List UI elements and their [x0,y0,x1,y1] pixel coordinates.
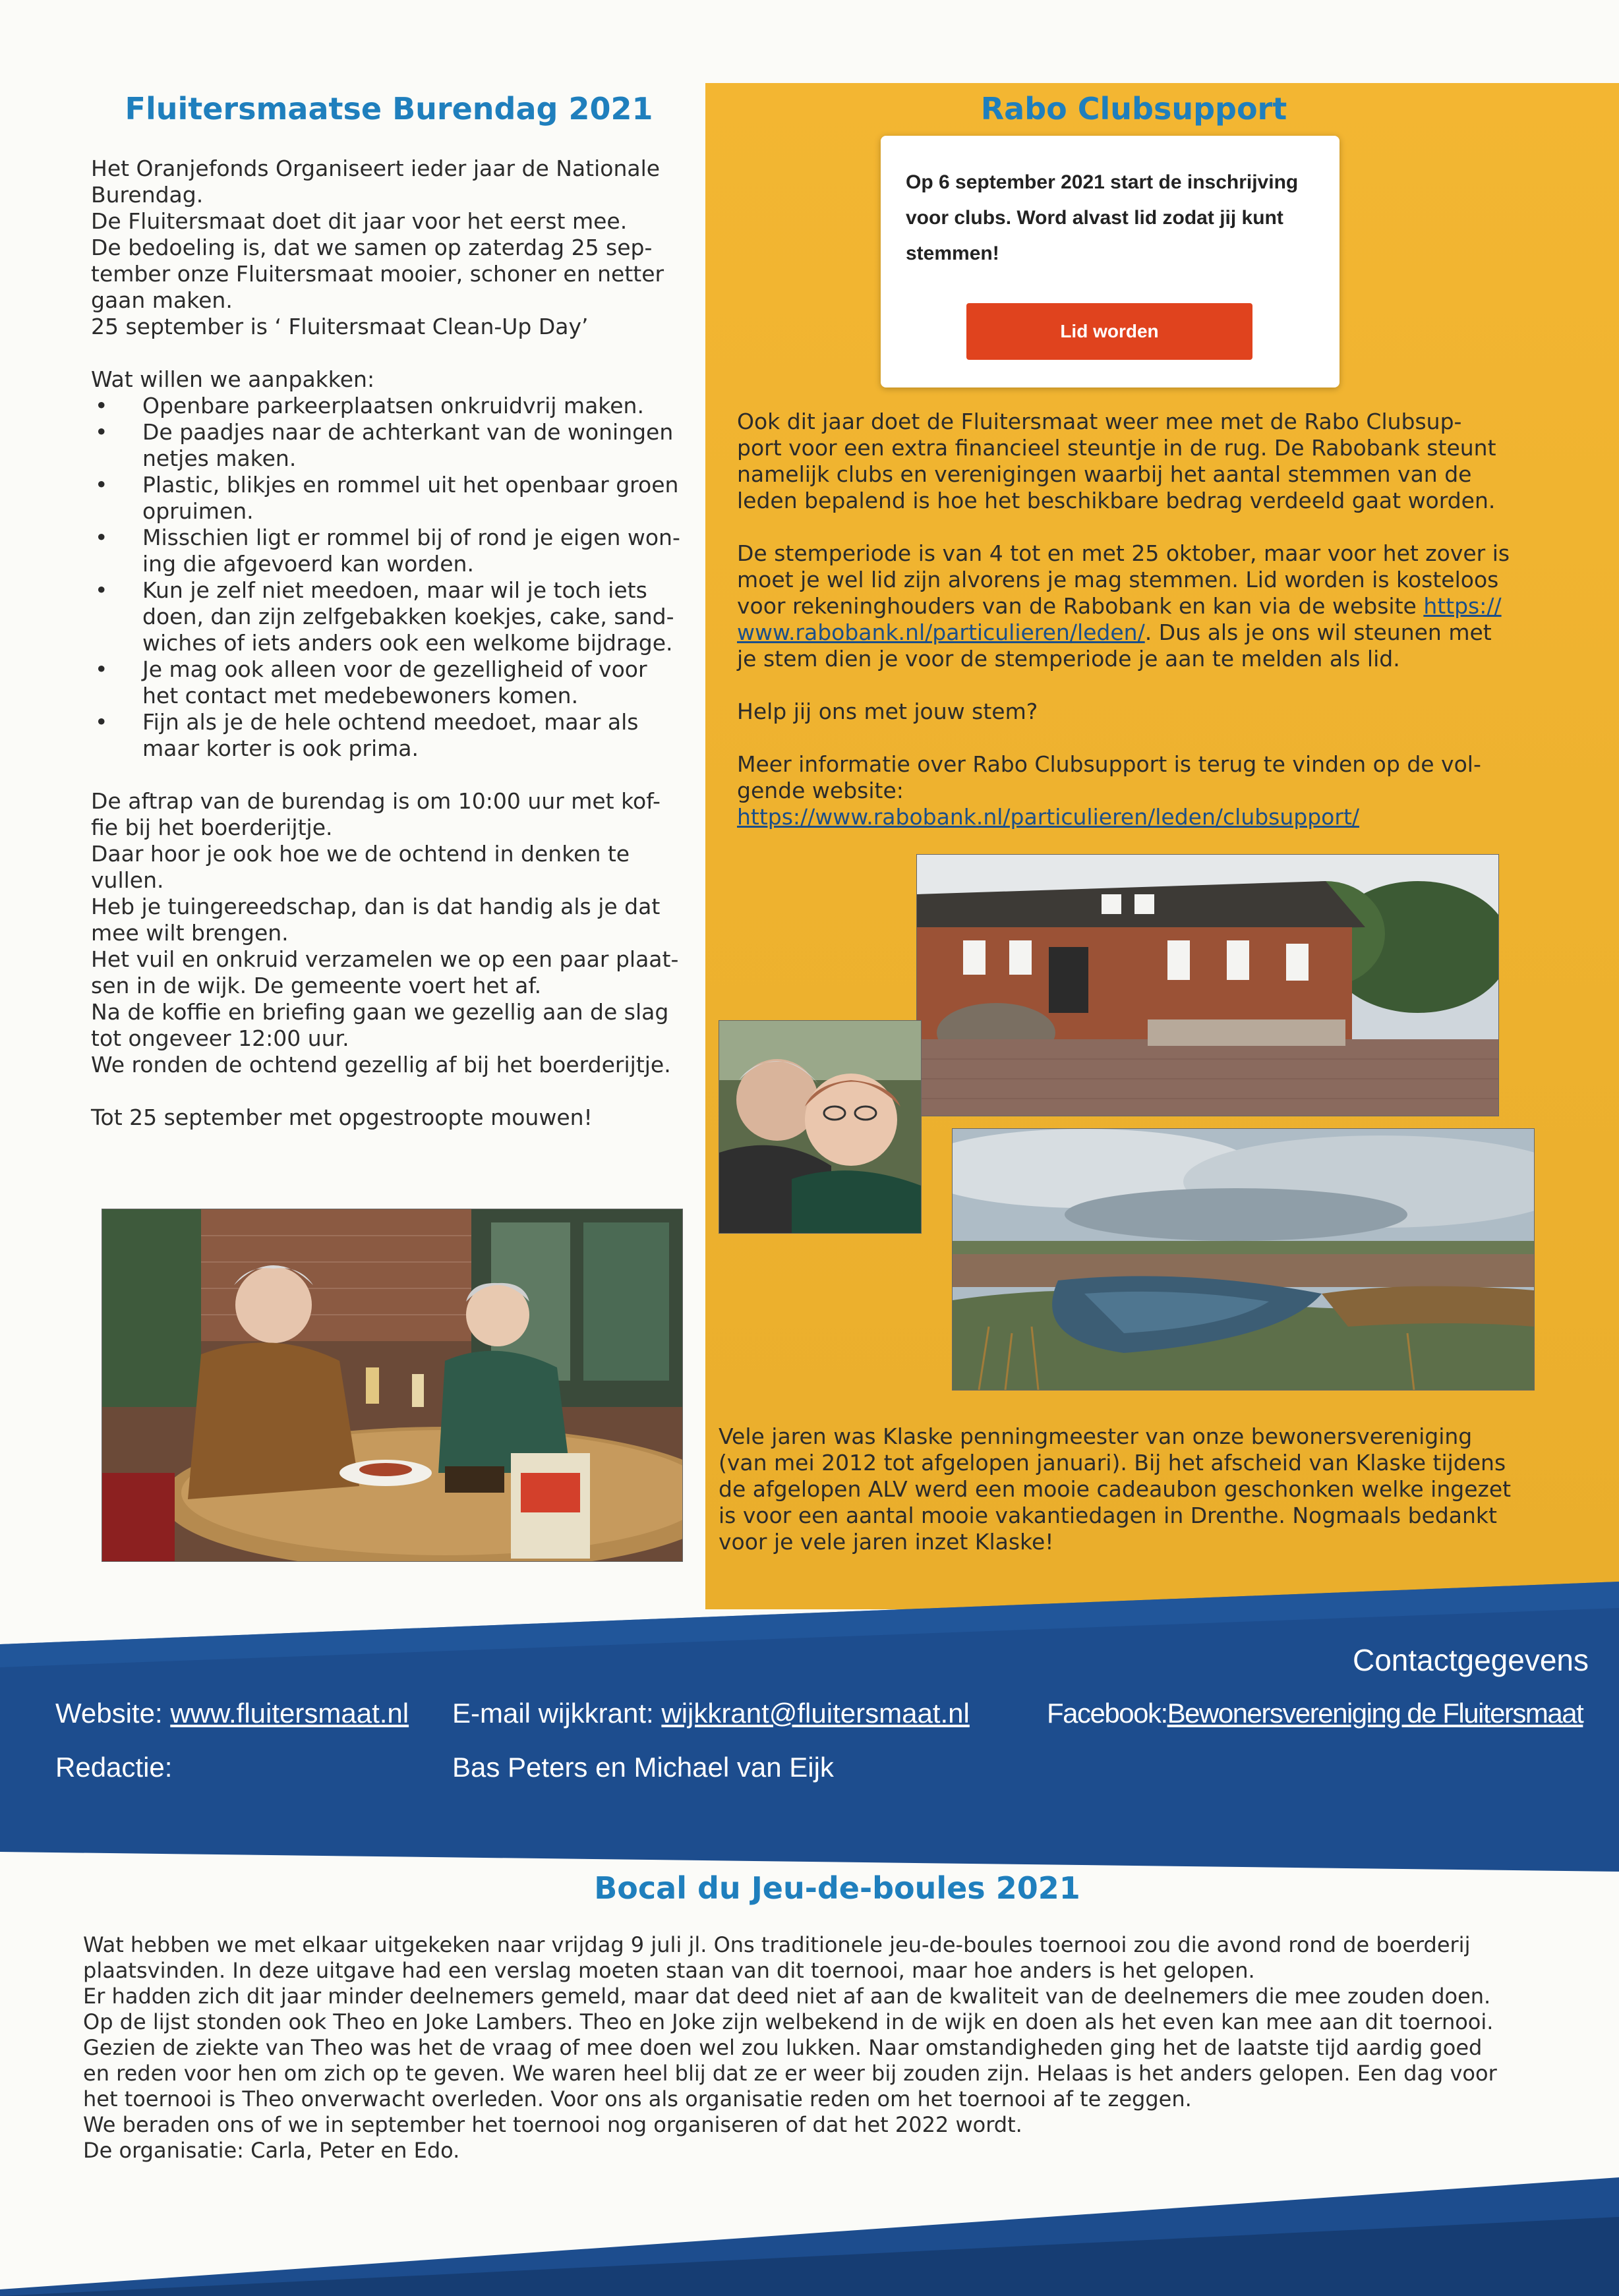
text-line: sen in de wijk. De gemeente voert het af. [91,973,542,998]
text-line: De stemperiode is van 4 tot en met 25 oktober, maar voor het zover is [737,540,1510,566]
text-line: de afgelopen ALV werd een mooie cadeaubon geschonken welke ingezet [719,1476,1512,1502]
terrace-photo-image [102,1209,682,1561]
rabo-title: Rabo Clubsupport [980,91,1287,127]
rabo-card-text: Op 6 september 2021 start de inschrijving voor clubs. Word alvast lid zodat jij kunt stemmen! [906,171,1299,264]
text-line: moet je wel lid zijn alvorens je mag stemmen. Lid worden is kosteloos [737,567,1499,592]
text-line: We ronden de ochtend gezellig af bij het boerderijtje. [91,1052,671,1077]
redactie-value: Bas Peters en Michael van Eijk [452,1752,834,1783]
text-line: Het vuil en onkruid verzamelen we op een paar plaat- [91,946,679,972]
farmhouse-photo [916,854,1499,1116]
text-line: Meer informatie over Rabo Clubsupport is terug te vinden op de vol- [737,751,1481,777]
heath-landscape-image [953,1129,1534,1390]
list-item: • Je mag ook alleen voor de gezelligheid of voor het contact met medebewoners komen. [142,656,704,709]
rabo-body [737,409,1594,830]
list-item: • Fijn als je de hele ochtend meedoet, maar als maar korter is ook prima. [142,709,704,762]
text-line: De organisatie: Carla, Peter en Edo. [83,2138,460,2163]
text-line: leden bepalend is hoe het beschikbare bedrag verdeeld gaat worden. [737,488,1496,513]
boules-title: Bocal du Jeu-de-boules 2021 [594,1870,1080,1906]
text-line: De aftrap van de burendag is om 10:00 uur met kof- [91,788,661,814]
text-line: fie bij het boerderijtje. [91,815,333,840]
bottom-swoosh [0,2177,1619,2296]
burendag-intro [91,156,704,340]
text-line: voor je vele jaren inzet Klaske! [719,1529,1054,1555]
email-label: E-mail wijkkrant: [452,1698,654,1729]
klaske-text [719,1423,1602,1555]
contact-heading: Contactgegevens [1352,1643,1589,1677]
text-line: Er hadden zich dit jaar minder deelnemers gemeld, maar dat deed niet af aan de kwaliteit van de deelnemers die mee zouden doen. [83,1984,1491,2009]
website-link[interactable]: www.fluitersmaat.nl [170,1698,409,1729]
text-line: is voor een aantal mooie vakantiedagen in Drenthe. Nogmaals bedankt [719,1503,1497,1528]
text-line: 25 september is ‘ Fluitersmaat Clean-Up Day’ [91,314,589,339]
email-link[interactable]: wijkkrant@fluitersmaat.nl [661,1698,970,1729]
text-line: mee wilt brengen. [91,920,289,946]
text-line: gaan maken. [91,287,233,313]
task-list [91,393,704,762]
text-line: Ook dit jaar doet de Fluitersmaat weer mee met de Rabo Clubsup- [737,409,1462,434]
email-row [452,1698,970,1729]
text-line: Heb je tuingereedschap, dan is dat handig als je dat [91,894,661,919]
text-line: De Fluitersmaat doet dit jaar voor het eerst mee. [91,208,628,234]
question-line: Help jij ons met jouw stem? [737,699,1038,724]
text-line: Het Oranjefonds Organiseert ieder jaar de Nationale [91,156,661,181]
text-line: Op de lijst stonden ook Theo en Joke Lambers. Theo en Joke zijn welbekend in de wijk en doen als het even kan mee aan dit toernooi. [83,2009,1494,2034]
text-line: Gezien de ziekte van Theo was het de vraag of mee doen wel zou lukken. Naar omstandigheden ging het de laatste tijd aardig goed [83,2035,1483,2060]
website-label: Website: [55,1698,163,1729]
text-line: voor rekeninghouders van de Rabobank en kan via de website https:// [737,593,1502,619]
text-line: www.rabobank.nl/particulieren/leden/. Dus als je ons wil steunen met [737,619,1492,645]
heath-landscape-photo [952,1128,1535,1391]
text-line: vullen. [91,867,164,893]
selfie-photo [719,1020,922,1234]
text-line: port voor een extra financieel steuntje in de rug. De Rabobank steunt [737,435,1496,461]
text-line: De bedoeling is, dat we samen op zaterdag 25 sep- [91,235,653,260]
text-line: plaatsvinden. In deze uitgave had een verslag moeten staan van dit toernooi, maar hoe anders is het gelopen. [83,1958,1255,1983]
text-line: Burendag. [91,182,204,208]
boules-body [83,1932,1599,2164]
burendag-title: Fluitersmaatse Burendag 2021 [125,91,653,127]
rabo-leden-link-cont[interactable]: www.rabobank.nl/particulieren/leden/ [737,619,1145,645]
closing-line: Tot 25 september met opgestroopte mouwen! [91,1105,593,1130]
text-line: (van mei 2012 tot afgelopen januari). Bij het afscheid van Klaske tijdens [719,1450,1506,1476]
website-row [55,1698,409,1729]
text-line: tember onze Fluitersmaat mooier, schoner en netter [91,261,664,287]
text-line: We beraden ons of we in september het toernooi nog organiseren of dat het 2022 wordt. [83,2112,1022,2137]
burendag-schedule [91,788,704,1078]
list-item: • De paadjes naar de achterkant van de woningen netjes maken. [142,419,704,472]
clubsupport-link[interactable]: https://www.rabobank.nl/particulieren/leden/clubsupport/ [737,804,1359,830]
lid-worden-button[interactable]: Lid worden [966,303,1252,360]
list-heading: Wat willen we aanpakken: [91,366,375,392]
text-line: namelijk clubs en verenigingen waarbij het aantal stemmen van de [737,461,1472,487]
selfie-photo-image [719,1021,921,1233]
rabo-leden-link[interactable]: https:// [1423,593,1502,619]
text-line: en reden voor hen om zich op te geven. We waren heel blij dat ze er weer bij zouden zijn. Helaas is het anders gelopen. Een dag voor [83,2061,1497,2086]
facebook-row [1047,1698,1583,1729]
redactie-label: Redactie: [55,1752,173,1783]
list-item: • Kun je zelf niet meedoen, maar wil je toch iets doen, dan zijn zelfgebakken koekjes, cake, sand- wiches of iets anders ook een welkome bijdrage. [142,577,704,656]
text-line: Daar hoor je ook hoe we de ochtend in denken te [91,841,630,867]
terrace-photo [102,1209,683,1562]
list-item: • Misschien ligt er rommel bij of rond je eigen won- ing die afgevoerd kan worden. [142,525,704,577]
facebook-link[interactable]: Bewonersvereniging de Fluitersmaat [1167,1698,1583,1729]
text-line: Na de koffie en briefing gaan we gezellig aan de slag [91,999,669,1025]
text-line: Vele jaren was Klaske penningmeester van onze bewonersvereniging [719,1423,1473,1449]
text-line: je stem dien je voor de stemperiode je aan te melden als lid. [737,646,1400,672]
farmhouse-photo-image [917,855,1498,1116]
facebook-label: Facebook: [1047,1698,1167,1729]
text-line: tot ongeveer 12:00 uur. [91,1025,349,1051]
list-item: • Openbare parkeerplaatsen onkruidvrij maken. [142,393,704,419]
text-line: gende website: [737,778,904,803]
burendag-body [91,156,704,1131]
text-line: Wat hebben we met elkaar uitgekeken naar vrijdag 9 juli jl. Ons traditionele jeu-de-boules toernooi zou die avond rond de boerderij [83,1932,1471,1957]
list-item: • Plastic, blikjes en rommel uit het openbaar groen opruimen. [142,472,704,525]
text-line: het toernooi is Theo onverwacht overleden. Voor ons als organisatie reden om het toernooi af te zeggen. [83,2086,1192,2111]
rabo-card [881,136,1339,387]
